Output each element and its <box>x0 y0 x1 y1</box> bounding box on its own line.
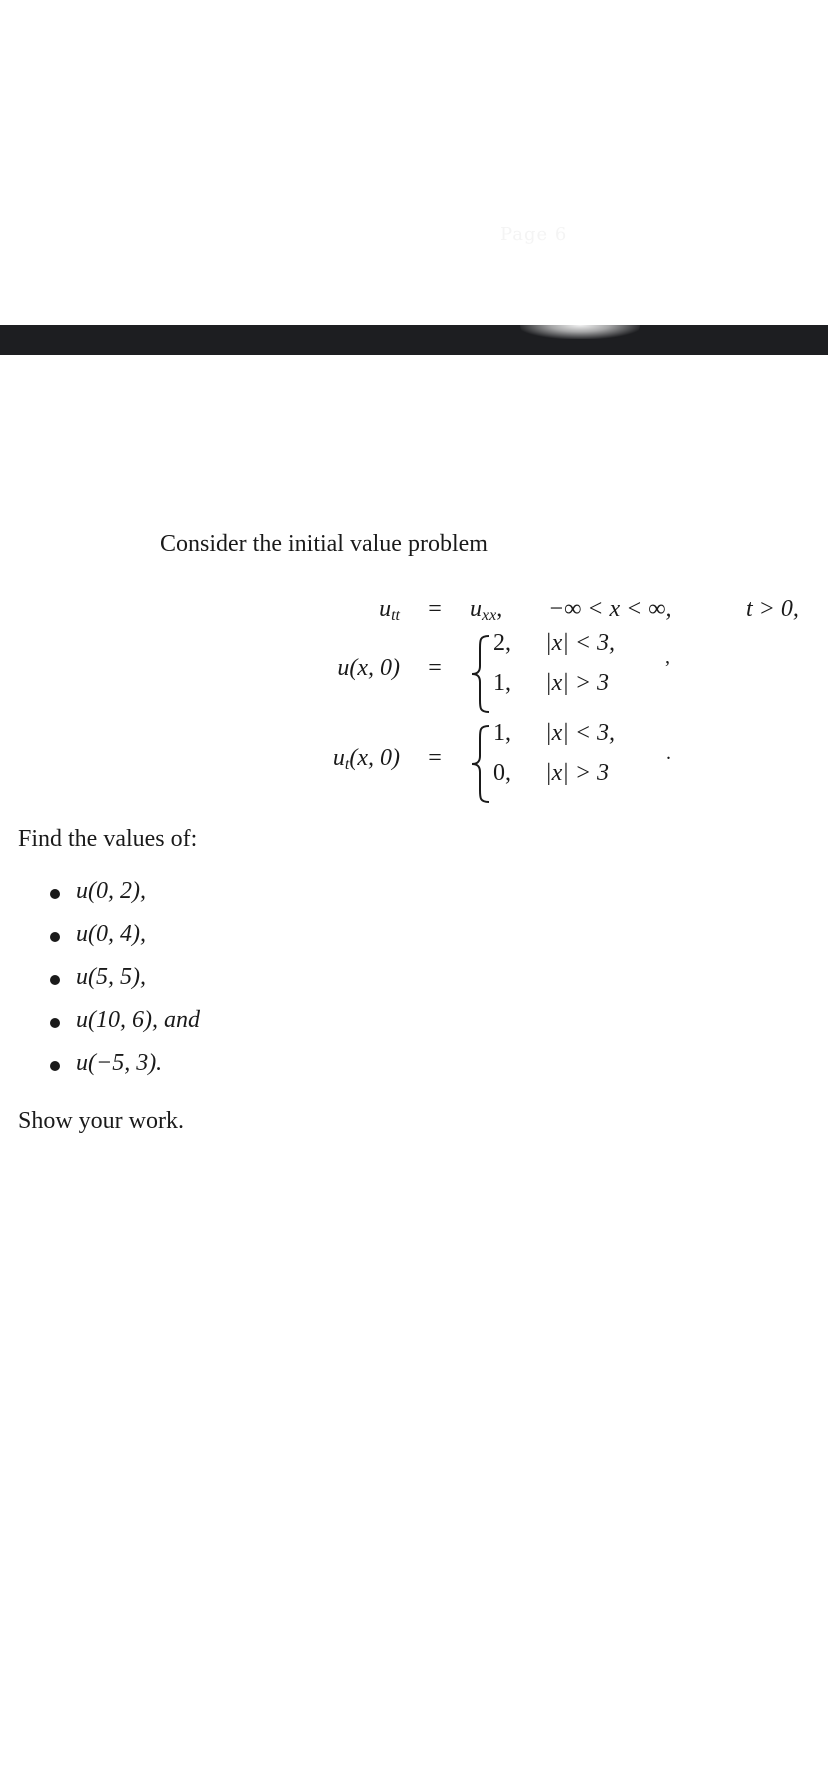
left-brace <box>470 634 492 714</box>
wave-lhs: $u_{tt}$ <box>379 596 400 624</box>
faint-page-label: Page 6 <box>500 224 568 245</box>
case-condition-1: |x| < 3, <box>545 720 616 746</box>
equals-sign: = <box>428 655 442 681</box>
equals-sign: = <box>428 745 442 771</box>
viewer-top-bar <box>0 325 828 355</box>
list-item-text: u(10, 6), and <box>76 1007 200 1033</box>
space-domain: −∞ < x < ∞, <box>548 596 672 622</box>
bullet-icon <box>50 975 60 985</box>
closing-instruction: Show your work. <box>18 1108 184 1134</box>
case-condition-2: |x| > 3 <box>545 670 610 696</box>
bullet-icon <box>50 1018 60 1028</box>
case-value-2: 0, <box>493 760 511 786</box>
equals-sign: = <box>428 596 442 622</box>
velocity-lhs: $u_t(x$, 0) <box>332 745 400 773</box>
left-brace <box>470 724 492 804</box>
trailing-comma: , <box>665 646 670 668</box>
bullet-icon <box>50 889 60 899</box>
intro-text: Consider the initial value problem <box>160 531 488 557</box>
time-domain: t > 0, <box>746 596 799 622</box>
top-bar-highlight <box>520 325 640 339</box>
list-item <box>0 921 400 951</box>
find-prompt: Find the values of: <box>18 826 198 852</box>
wave-rhs: $u_{xx}$, <box>470 596 503 624</box>
list-item <box>0 1050 400 1080</box>
displacement-lhs: u(x, 0) <box>337 655 400 681</box>
case-value-1: 1, <box>493 720 511 746</box>
list-item <box>0 964 400 994</box>
list-item-text: u(5, 5), <box>76 964 146 990</box>
list-item-text: u(0, 4), <box>76 921 146 947</box>
case-value-1: 2, <box>493 630 511 656</box>
list-item <box>0 1007 400 1037</box>
list-item <box>0 878 400 908</box>
case-value-2: 1, <box>493 670 511 696</box>
list-item-text: u(0, 2), <box>76 878 146 904</box>
bullet-icon <box>50 932 60 942</box>
list-item-text: u(−5, 3). <box>76 1050 163 1076</box>
bullet-icon <box>50 1061 60 1071</box>
case-condition-2: |x| > 3 <box>545 760 610 786</box>
case-condition-1: |x| < 3, <box>545 630 616 656</box>
trailing-period: . <box>666 742 671 764</box>
